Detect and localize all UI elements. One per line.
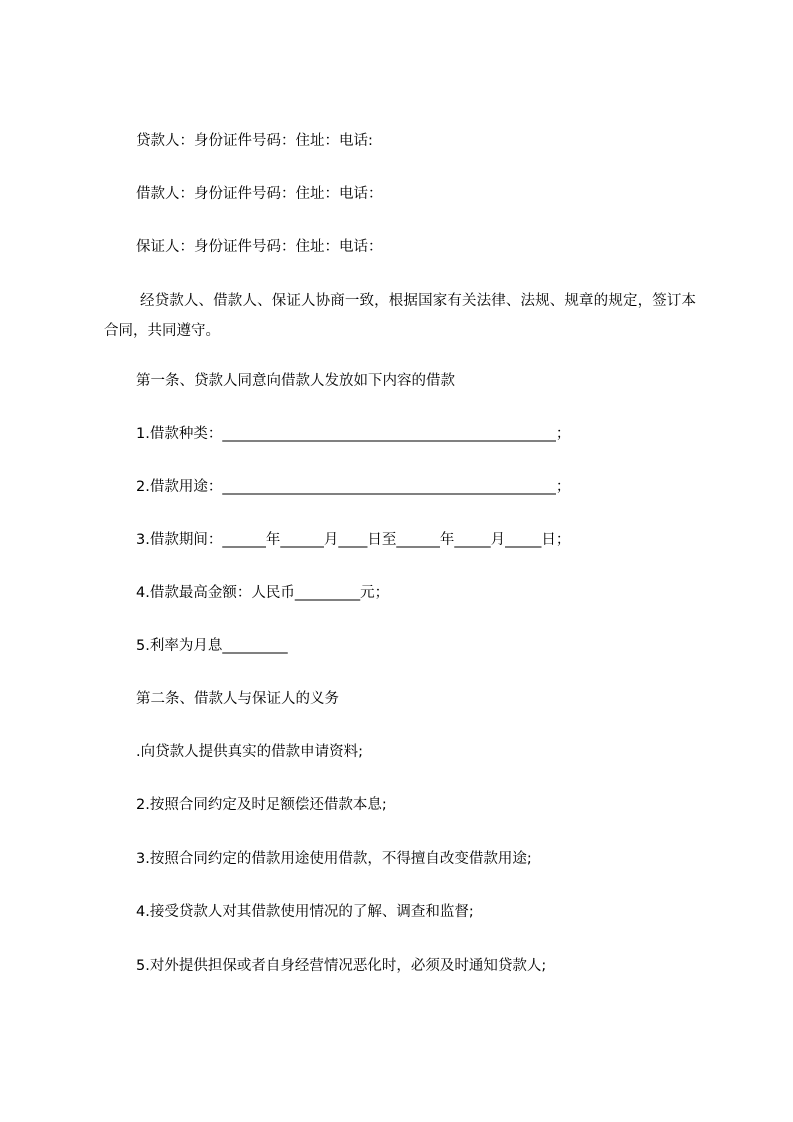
article2-item-1: .向贷款人提供真实的借款申请资料; (136, 744, 363, 760)
article1-item-5: 5.利率为月息_________ (136, 638, 288, 654)
article2-item-3: 3.按照合同约定的借款用途使用借款，不得擅自改变借款用途; (136, 851, 532, 867)
article2-item-4: 4.接受贷款人对其借款使用情况的了解、调查和监督; (136, 904, 474, 920)
article2-title: 第二条、借款人与保证人的义务 (136, 691, 339, 707)
intro-paragraph: 经贷款人、借款人、保证人协商一致，根据国家有关法律、法规、规章的规定，签订本合同，共同遵守。 (104, 293, 696, 339)
article1-item-1: 1.借款种类：______________________________________________； (136, 426, 571, 442)
borrower-info-line: 借款人：身份证件号码：住址：电话： (136, 186, 383, 202)
article1-item-4: 4.借款最高金额：人民币_________元； (136, 585, 390, 601)
article2-item-2: 2.按照合同约定及时足额偿还借款本息; (136, 797, 387, 813)
article1-title: 第一条、贷款人同意向借款人发放如下内容的借款 (136, 373, 455, 389)
guarantor-info-line: 保证人：身份证件号码：住址：电话： (136, 239, 383, 255)
article2-item-5: 5.对外提供担保或者自身经营情况恶化时，必须及时通知贷款人; (136, 958, 547, 974)
lender-info-line: 贷款人：身份证件号码：住址：电话: (136, 133, 373, 149)
article1-item-3: 3.借款期间：______年______月____日至______年_____月_____日； (136, 532, 571, 548)
article1-item-2: 2.借款用途：______________________________________________； (136, 479, 571, 495)
